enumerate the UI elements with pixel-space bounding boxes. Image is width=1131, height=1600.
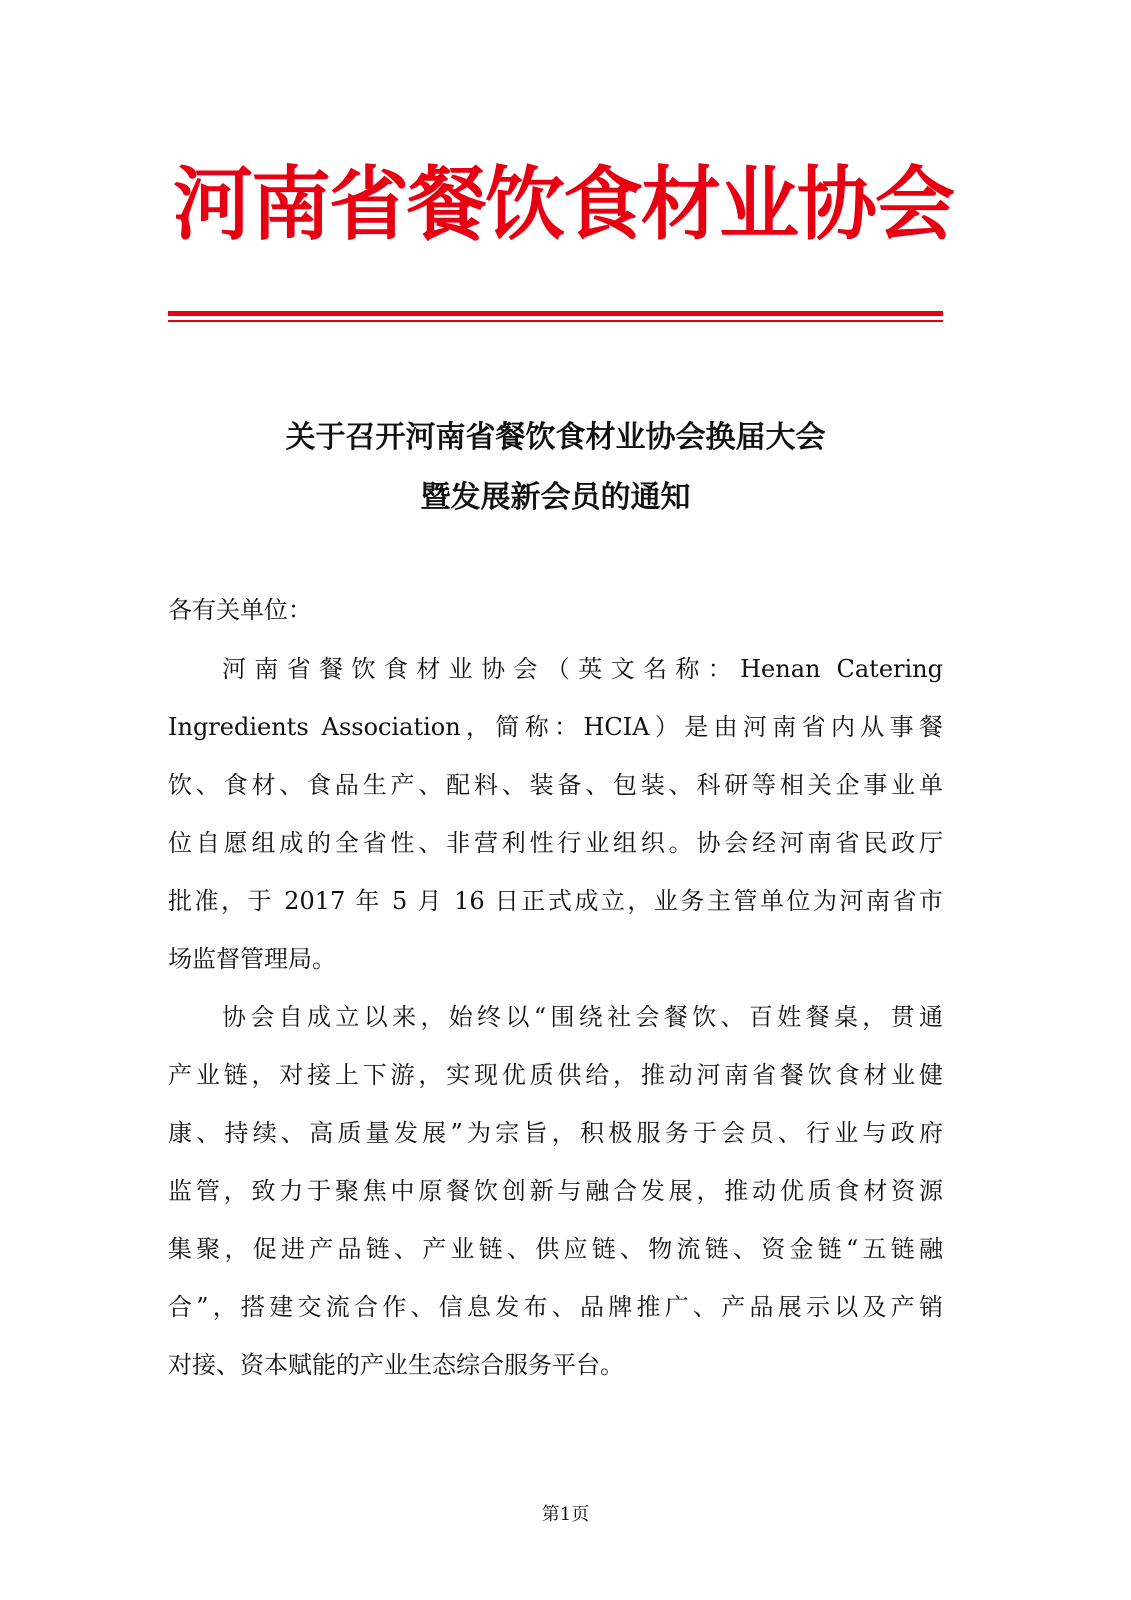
paragraph-line: 康、持续、高质量发展”为宗旨，积极服务于会员、行业与政府 xyxy=(168,1119,943,1147)
paragraph-line: 位自愿组成的全省性、非营利性行业组织。协会经河南省民政厅 xyxy=(168,829,943,857)
paragraph-line: 产业链，对接上下游，实现优质供给，推动河南省餐饮食材业健 xyxy=(168,1061,943,1089)
paragraph-line: 对接、资本赋能的产业生态综合服务平台。 xyxy=(168,1351,624,1379)
paragraph-line: 河南省餐饮食材业协会（英文名称：Henan Catering xyxy=(222,655,943,683)
salutation: 各有关单位： xyxy=(168,596,312,624)
paragraph-line: 集聚，促进产品链、产业链、供应链、物流链、资金链“五链融 xyxy=(168,1235,943,1263)
paragraph-line: 协会自成立以来，始终以“围绕社会餐饮、百姓餐桌，贯通 xyxy=(222,1003,943,1031)
paragraph-2 xyxy=(168,988,943,1394)
notice-body xyxy=(168,640,943,1394)
paragraph-line: Ingredients Association，简称：HCIA）是由河南省内从事餐 xyxy=(168,713,943,741)
paragraph-line: 监管，致力于聚焦中原餐饮创新与融合发展，推动优质食材资源 xyxy=(168,1177,943,1205)
paragraph-1 xyxy=(168,640,943,988)
paragraph-line: 饮、食材、食品生产、配料、装备、包装、科研等相关企事业单 xyxy=(168,771,943,799)
page-number: 第1页 xyxy=(541,1504,590,1525)
paragraph-line: 合”，搭建交流合作、信息发布、品牌推广、产品展示以及产销 xyxy=(168,1293,943,1321)
paragraph-line: 批准，于 2017 年 5 月 16 日正式成立，业务主管单位为河南省市 xyxy=(168,887,943,915)
letterhead-org-name: 河南省餐饮食材业协会 xyxy=(173,158,953,251)
letterhead-rule-thin xyxy=(168,320,943,322)
letterhead-rule-thick xyxy=(168,311,943,316)
notice-title-line-2: 暨发展新会员的通知 xyxy=(420,480,691,515)
paragraph-line: 场监督管理局。 xyxy=(168,945,336,973)
notice-title-line-1: 关于召开河南省餐饮食材业协会换届大会 xyxy=(285,420,826,455)
